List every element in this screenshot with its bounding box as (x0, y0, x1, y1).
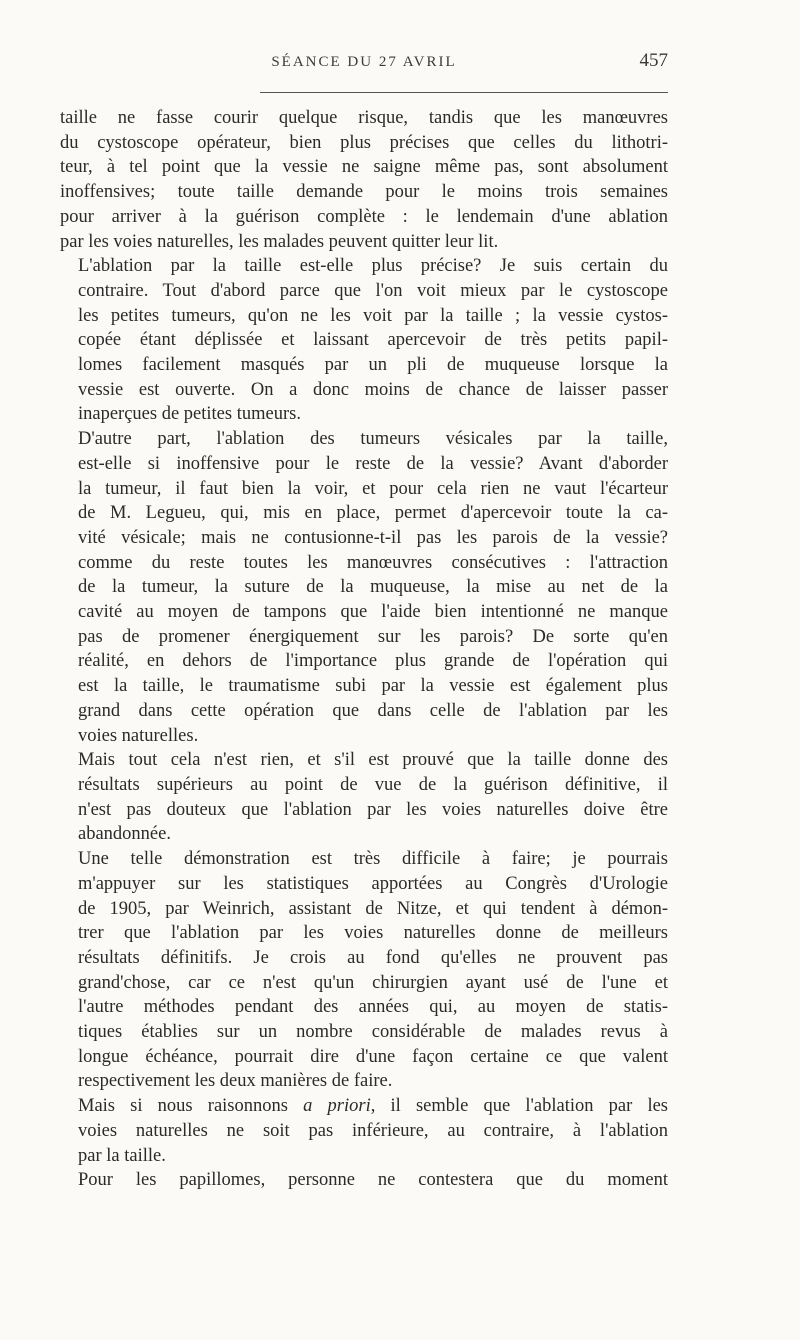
text-line: grand'chose, car ce n'est qu'un chirurgien ayant usé de l'une et (78, 972, 668, 993)
text-line: inoffensives; toute taille demande pour le moins trois semaines (60, 182, 668, 203)
paragraph (60, 1094, 668, 1168)
text-line: la tumeur, il faut bien la voir, et pour cela rien ne vaut l'écarteur (78, 478, 668, 499)
paragraph (60, 427, 668, 748)
text-line: copée étant déplissée et laissant apercevoir de très petits papil- (78, 330, 668, 351)
text-line: voies naturelles ne soit pas inférieure, au contraire, à l'ablation (78, 1120, 668, 1141)
text-line: de 1905, par Weinrich, assistant de Nitze, et qui tendent à démon- (78, 898, 668, 919)
text-line: tiques établies sur un nombre considérable de malades revus à (78, 1022, 668, 1043)
paragraph (60, 254, 668, 427)
text-line: réalité, en dehors de l'importance plus grande de l'opération qui (78, 651, 668, 672)
text-line: vessie est ouverte. On a donc moins de chance de laisser passer (78, 379, 668, 400)
text-line: comme du reste toutes les manœuvres consécutives : l'attraction (78, 552, 668, 573)
text-line: pour arriver à la guérison complète : le lendemain d'une ablation (60, 206, 668, 227)
text-line: D'autre part, l'ablation des tumeurs vésicales par la taille, (78, 429, 668, 450)
text-line: m'appuyer sur les statistiques apportées au Congrès d'Urologie (78, 873, 668, 894)
text-line: inaperçues de petites tumeurs. (78, 404, 301, 425)
header-rule (260, 92, 668, 93)
body-text (60, 106, 668, 1193)
text-line: Mais tout cela n'est rien, et s'il est prouvé que la taille donne des (78, 750, 668, 771)
text-run: Mais si nous raisonnons (78, 1096, 304, 1117)
text-line: est-elle si inoffensive pour le reste de la vessie? Avant d'aborder (78, 453, 668, 474)
running-head (60, 50, 668, 78)
paragraph (60, 1168, 668, 1193)
text-line: vité vésicale; mais ne contusionne-t-il pas les parois de la vessie? (78, 527, 668, 548)
text-line (60, 1094, 668, 1119)
page-number: 457 (639, 50, 668, 71)
text-line: grand dans cette opération que dans celle de l'ablation par les (78, 700, 668, 721)
paragraph (60, 748, 668, 847)
text-line: contraire. Tout d'abord parce que l'on voit mieux par le cystoscope (78, 280, 668, 301)
text-line: pas de promener énergiquement sur les parois? De sorte qu'en (78, 626, 668, 647)
text-line: voies naturelles. (78, 725, 199, 746)
paragraph (60, 847, 668, 1094)
text-line: Pour les papillomes, personne ne contestera que du moment (78, 1170, 668, 1191)
text-line: L'ablation par la taille est-elle plus précise? Je suis certain du (78, 256, 668, 277)
text-line: est la taille, le traumatisme subi par la vessie est également plus (78, 676, 668, 697)
text-line: les petites tumeurs, qu'on ne les voit par la taille ; la vessie cystos- (78, 305, 668, 326)
text-line: n'est pas douteux que l'ablation par les voies naturelles doive être (78, 799, 668, 820)
running-title: SÉANCE DU 27 AVRIL (271, 54, 457, 70)
text-line: de la tumeur, la suture de la muqueuse, la mise au net de la (78, 577, 668, 598)
italic-phrase: a priori (303, 1096, 371, 1117)
text-line: par la taille. (78, 1145, 166, 1166)
text-line: cavité au moyen de tampons que l'aide bien intentionné ne manque (78, 602, 668, 623)
text-line: résultats définitifs. Je crois au fond qu'elles ne prouvent pas (78, 947, 668, 968)
text-line: l'autre méthodes pendant des années qui, au moyen de statis- (78, 997, 668, 1018)
text-line: du cystoscope opérateur, bien plus précises que celles du lithotri- (60, 132, 668, 153)
text-line: de M. Legueu, qui, mis en place, permet d'apercevoir toute la ca- (78, 503, 668, 524)
text-line: lomes facilement masqués par un pli de muqueuse lorsque la (78, 355, 668, 376)
text-line: taille ne fasse courir quelque risque, tandis que les manœuvres (60, 108, 668, 128)
text-line: teur, à tel point que la vessie ne saigne même pas, sont absolument (60, 157, 668, 178)
text-run: , il semble que l'ablation par les (370, 1096, 668, 1117)
text-line: Une telle démonstration est très difficile à faire; je pourrais (78, 849, 668, 870)
text-line: par les voies naturelles, les malades peuvent quitter leur lit. (60, 231, 499, 252)
text-line: longue échéance, pourrait dire d'une façon certaine ce que valent (78, 1046, 668, 1067)
text-line: respectivement les deux manières de faire. (78, 1071, 393, 1092)
text-line: trer que l'ablation par les voies naturelles donne de meilleurs (78, 923, 668, 944)
text-line: abandonnée. (78, 824, 171, 845)
text-line: résultats supérieurs au point de vue de la guérison définitive, il (78, 774, 668, 795)
paragraph (60, 106, 668, 254)
